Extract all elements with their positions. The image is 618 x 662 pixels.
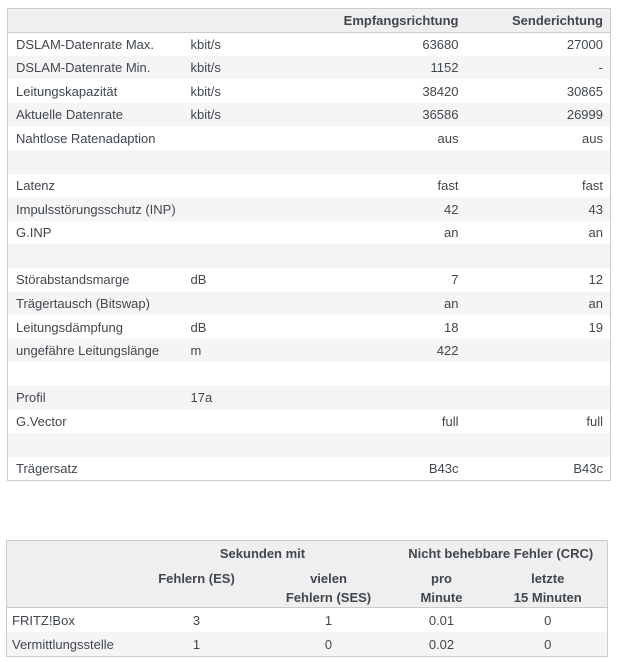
column-header-es <box>131 566 263 608</box>
crc-per-minute-value: 0.01 <box>428 612 455 628</box>
spacer-row <box>8 150 611 174</box>
row-tx-value: aus <box>582 130 603 146</box>
row-label: DSLAM-Datenrate Min. <box>8 56 185 80</box>
row-rx-value: 18 <box>444 319 459 335</box>
row-rx-value: 42 <box>295 197 466 221</box>
row-label <box>8 244 185 268</box>
column-header-ses <box>263 566 395 608</box>
row-label: Nahtlose Ratenadaption <box>16 130 156 146</box>
table-row <box>8 268 611 292</box>
row-rx-value: 1152 <box>295 56 466 80</box>
row-tx-value: - <box>466 56 611 80</box>
error-row-vermittlungsstelle <box>7 632 608 657</box>
column-header-empfangsrichtung: Empfangsrichtung <box>295 9 466 33</box>
spacer-row <box>8 362 611 386</box>
row-label: ungefähre Leitungslänge <box>8 339 185 363</box>
row-unit <box>185 457 295 481</box>
table-row <box>8 457 611 481</box>
table-row <box>8 292 611 316</box>
column-header-last-15-min-line1: letzte <box>531 570 565 586</box>
table-row <box>8 126 611 150</box>
dsl-stats-table <box>7 8 611 481</box>
row-unit: kbit/s <box>190 83 221 99</box>
crc-per-minute-value: 0.02 <box>395 632 489 657</box>
es-value: 1 <box>131 632 263 657</box>
table-row <box>8 56 611 80</box>
row-rx-value <box>295 433 466 457</box>
column-header-ses-line2: Fehlern (SES) <box>285 589 372 605</box>
row-rx-value: 38420 <box>422 83 459 99</box>
es-value: 3 <box>192 612 201 628</box>
row-label: Störabstandsmarge <box>16 272 130 288</box>
row-tx-value: 12 <box>588 272 603 288</box>
table-row <box>8 410 611 434</box>
row-tx-value: 43 <box>466 197 611 221</box>
row-unit <box>185 362 295 386</box>
row-tx-value <box>466 339 611 363</box>
row-rx-value: aus <box>437 130 459 146</box>
table-row <box>8 79 611 103</box>
spacer-row <box>8 244 611 268</box>
column-header-per-minute <box>395 566 489 608</box>
row-tx-value <box>466 150 611 174</box>
row-label: DSLAM-Datenrate Max. <box>16 36 154 52</box>
row-unit <box>185 292 295 316</box>
row-rx-value: full <box>441 413 459 429</box>
column-header-ses-line1: vielen <box>310 570 347 586</box>
row-tx-value: full <box>586 413 603 429</box>
row-unit <box>185 126 295 150</box>
header-spacer <box>7 541 131 566</box>
row-tx-value: 27000 <box>566 36 603 52</box>
dsl-header-row <box>8 9 611 33</box>
row-unit: dB <box>190 272 207 288</box>
row-label <box>8 362 185 386</box>
row-rx-value: 36586 <box>295 103 466 127</box>
row-unit <box>185 244 295 268</box>
row-tx-value: an <box>588 225 603 241</box>
row-label: Aktuelle Datenrate <box>8 103 185 127</box>
row-unit <box>185 410 295 434</box>
table-row <box>8 339 611 363</box>
row-tx-value <box>466 386 611 410</box>
row-tx-value <box>466 433 611 457</box>
row-tx-value <box>466 244 611 268</box>
row-label: Trägertausch (Bitswap) <box>8 292 185 316</box>
error-counter-table <box>6 540 608 657</box>
row-rx-value <box>295 386 466 410</box>
row-tx-value: B43c <box>573 460 603 476</box>
row-label: Leitungsdämpfung <box>16 319 123 335</box>
table-row <box>8 103 611 127</box>
group-header-crc: Nicht behebbare Fehler (CRC) <box>395 541 608 566</box>
row-label: Profil <box>8 386 185 410</box>
row-unit: m <box>185 339 295 363</box>
row-unit: kbit/s <box>185 103 295 127</box>
column-header-last-15-min <box>489 566 608 608</box>
row-unit: kbit/s <box>185 56 295 80</box>
crc-last-15-min-value: 0 <box>544 612 552 628</box>
row-label: Trägersatz <box>16 460 78 476</box>
row-label: Vermittlungsstelle <box>7 632 131 657</box>
row-tx-value: 19 <box>588 319 603 335</box>
header-spacer <box>7 566 131 608</box>
table-row <box>8 386 611 410</box>
row-rx-value <box>295 362 466 386</box>
row-unit: kbit/s <box>190 36 221 52</box>
row-unit <box>185 221 295 245</box>
header-spacer <box>8 9 185 33</box>
row-label: Leitungskapazität <box>16 83 118 99</box>
error-row-fritzbox <box>7 608 608 633</box>
crc-last-15-min-value: 0 <box>489 632 608 657</box>
group-header-sekunden-mit: Sekunden mit <box>131 541 395 566</box>
table-row <box>8 197 611 221</box>
row-label: FRITZ!Box <box>12 612 75 628</box>
row-rx-value: fast <box>437 177 459 193</box>
spacer-row <box>8 433 611 457</box>
row-unit <box>185 433 295 457</box>
column-header-senderichtung: Senderichtung <box>466 9 611 33</box>
row-rx-value: 7 <box>451 272 459 288</box>
row-unit: 17a <box>185 386 295 410</box>
ses-value: 1 <box>324 612 333 628</box>
row-tx-value: an <box>466 292 611 316</box>
table-row <box>8 174 611 198</box>
table-row <box>8 32 611 56</box>
column-header-last-15-min-line2: 15 Minuten <box>513 589 582 605</box>
row-tx-value: fast <box>582 177 603 193</box>
column-header-per-minute-line1: pro <box>431 570 452 586</box>
row-rx-value: an <box>444 225 459 241</box>
column-header-per-minute-line2: Minute <box>420 589 463 605</box>
row-tx-value <box>466 362 611 386</box>
row-label: G.Vector <box>16 413 67 429</box>
error-subheader-row <box>7 566 608 608</box>
row-rx-value <box>295 150 466 174</box>
error-group-header-row <box>7 541 608 566</box>
column-header-es-label: Fehlern (ES) <box>158 570 235 586</box>
row-unit <box>185 174 295 198</box>
row-label <box>8 433 185 457</box>
ses-value: 0 <box>263 632 395 657</box>
row-unit <box>185 150 295 174</box>
row-unit: dB <box>190 319 207 335</box>
row-tx-value: 30865 <box>566 83 603 99</box>
row-label: Latenz <box>16 177 56 193</box>
header-spacer <box>185 9 295 33</box>
row-label: Impulsstörungsschutz (INP) <box>8 197 185 221</box>
row-rx-value: 63680 <box>422 36 459 52</box>
row-unit <box>185 197 295 221</box>
row-rx-value <box>295 244 466 268</box>
row-rx-value: an <box>295 292 466 316</box>
table-row <box>8 221 611 245</box>
row-tx-value: 26999 <box>466 103 611 127</box>
row-rx-value: B43c <box>428 460 459 476</box>
table-row <box>8 315 611 339</box>
row-label: G.INP <box>16 225 52 241</box>
row-label <box>8 150 185 174</box>
row-rx-value: 422 <box>295 339 466 363</box>
